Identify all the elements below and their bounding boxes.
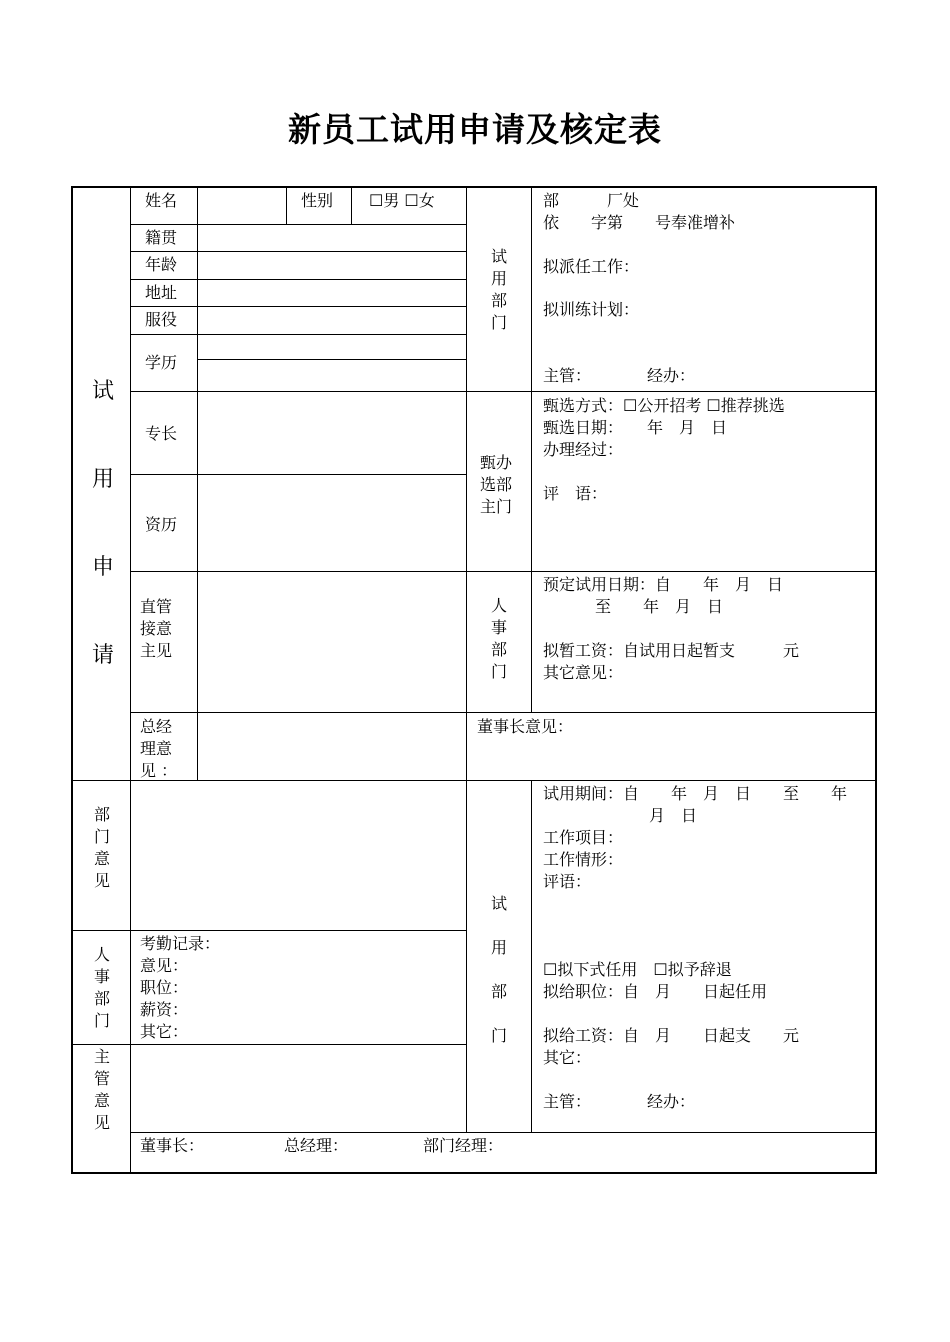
label-char: 试	[91, 379, 114, 404]
selection-method[interactable]: 甄选方式：☐公开招考 ☐推荐挑选	[543, 396, 785, 415]
row-divider	[197, 359, 466, 360]
section-divider	[73, 780, 875, 781]
chairman-opinion: 董事长意见：	[477, 717, 574, 736]
label-line: 总经	[140, 717, 173, 736]
selection-date: 甄选日期： 年 月 日	[543, 418, 728, 437]
gender-label: 性别	[301, 191, 334, 210]
supervisor-label	[140, 596, 172, 662]
selection-comment: 评 语：	[543, 484, 608, 503]
trial-period-2: 月 日	[649, 806, 698, 825]
work-project: 工作项目：	[543, 828, 624, 847]
hr-label: 人事部门	[490, 596, 507, 681]
footer-chairman: 董事长：	[140, 1136, 205, 1155]
label-line: 甄办	[480, 453, 513, 472]
row-divider	[130, 571, 875, 572]
column-divider	[286, 188, 287, 224]
row-divider	[73, 930, 466, 931]
selection-process: 办理经过：	[543, 440, 624, 459]
selection-label	[480, 452, 512, 518]
work-situation: 工作情形：	[543, 850, 624, 869]
row-divider	[130, 391, 875, 392]
apply-side-label	[90, 348, 116, 700]
label-char: 申	[91, 555, 114, 580]
decision-checkboxes[interactable]: ☐拟下式任用 ☐拟予辞退	[543, 960, 732, 979]
assign-work: 拟派任工作：	[543, 257, 640, 276]
row-divider	[130, 306, 466, 307]
row-divider	[130, 279, 466, 280]
row-divider	[130, 712, 875, 713]
label-char: 请	[91, 643, 114, 668]
review-other: 其它：	[543, 1048, 592, 1067]
row-divider	[73, 1044, 466, 1045]
label-char: 试	[490, 894, 507, 913]
hr-trial-to: 至 年 月 日	[595, 597, 724, 616]
trial-dept-label: 试用部门	[490, 247, 507, 332]
education-label: 学历	[145, 353, 178, 372]
training-plan: 拟训练计划：	[543, 300, 640, 319]
footer-dept-manager: 部门经理：	[423, 1136, 504, 1155]
label-line: 见 ：	[140, 761, 178, 780]
label-line: 主见	[140, 641, 173, 660]
position: 职位：	[140, 978, 189, 997]
row-divider	[130, 334, 466, 335]
give-position: 拟给职位：自 月 日起任用	[543, 982, 768, 1001]
trial-dept-line1: 部 厂处	[543, 191, 640, 210]
trial-dept-sign: 主管： 经办：	[543, 366, 696, 385]
hr-other: 其它意见：	[543, 663, 624, 682]
footer-divider	[130, 1132, 875, 1133]
label-char: 用	[490, 938, 507, 957]
column-divider	[351, 188, 352, 224]
gm-label	[140, 716, 177, 782]
label-line: 主门	[480, 497, 513, 516]
label-line: 直管	[140, 597, 173, 616]
review-hr-label: 人事部门	[93, 945, 110, 1030]
label-char: 门	[490, 1026, 507, 1045]
hr-trial-date: 预定试用日期：自 年 月 日	[543, 575, 784, 594]
service-label: 服役	[145, 310, 178, 329]
name-label: 姓名	[145, 191, 178, 210]
address-label: 地址	[145, 283, 178, 302]
review-comment: 评语：	[543, 872, 592, 891]
column-divider	[197, 188, 198, 780]
form-table	[71, 186, 877, 1174]
label-char: 用	[91, 467, 114, 492]
gender-checkboxes[interactable]: ☐男 ☐女	[369, 191, 435, 210]
trial-dept-line2: 依 字第 号奉准增补	[543, 213, 736, 232]
hr-salary: 拟暂工资：自试用日起暂支 元	[543, 641, 800, 660]
label-line: 选部	[480, 475, 513, 494]
other: 其它：	[140, 1022, 189, 1041]
page-title: 新员工试用申请及核定表	[288, 110, 662, 149]
experience-label: 资历	[145, 515, 178, 534]
label-line: 理意	[140, 739, 173, 758]
column-divider	[466, 188, 467, 1132]
native-label: 籍贯	[145, 228, 178, 247]
opinion: 意见：	[140, 956, 189, 975]
row-divider	[130, 474, 466, 475]
dept-opinion-label: 部门意见	[93, 805, 110, 890]
review-sign: 主管： 经办：	[543, 1092, 696, 1111]
row-divider	[130, 251, 466, 252]
column-divider	[531, 780, 532, 1132]
attendance: 考勤记录：	[140, 934, 221, 953]
specialty-label: 专长	[145, 424, 178, 443]
footer-gm: 总经理：	[284, 1136, 349, 1155]
pay: 薪资：	[140, 1000, 189, 1019]
manager-opinion-label: 主管意见	[93, 1047, 110, 1132]
label-line: 接意	[140, 619, 173, 638]
column-divider	[130, 188, 131, 1172]
trial-period: 试用期间：自 年 月 日 至 年	[543, 784, 848, 803]
column-divider	[531, 188, 532, 712]
review-trial-label	[489, 882, 509, 1058]
age-label: 年龄	[145, 255, 178, 274]
row-divider	[130, 224, 466, 225]
give-salary: 拟给工资：自 月 日起支 元	[543, 1026, 800, 1045]
label-char: 部	[490, 982, 507, 1001]
